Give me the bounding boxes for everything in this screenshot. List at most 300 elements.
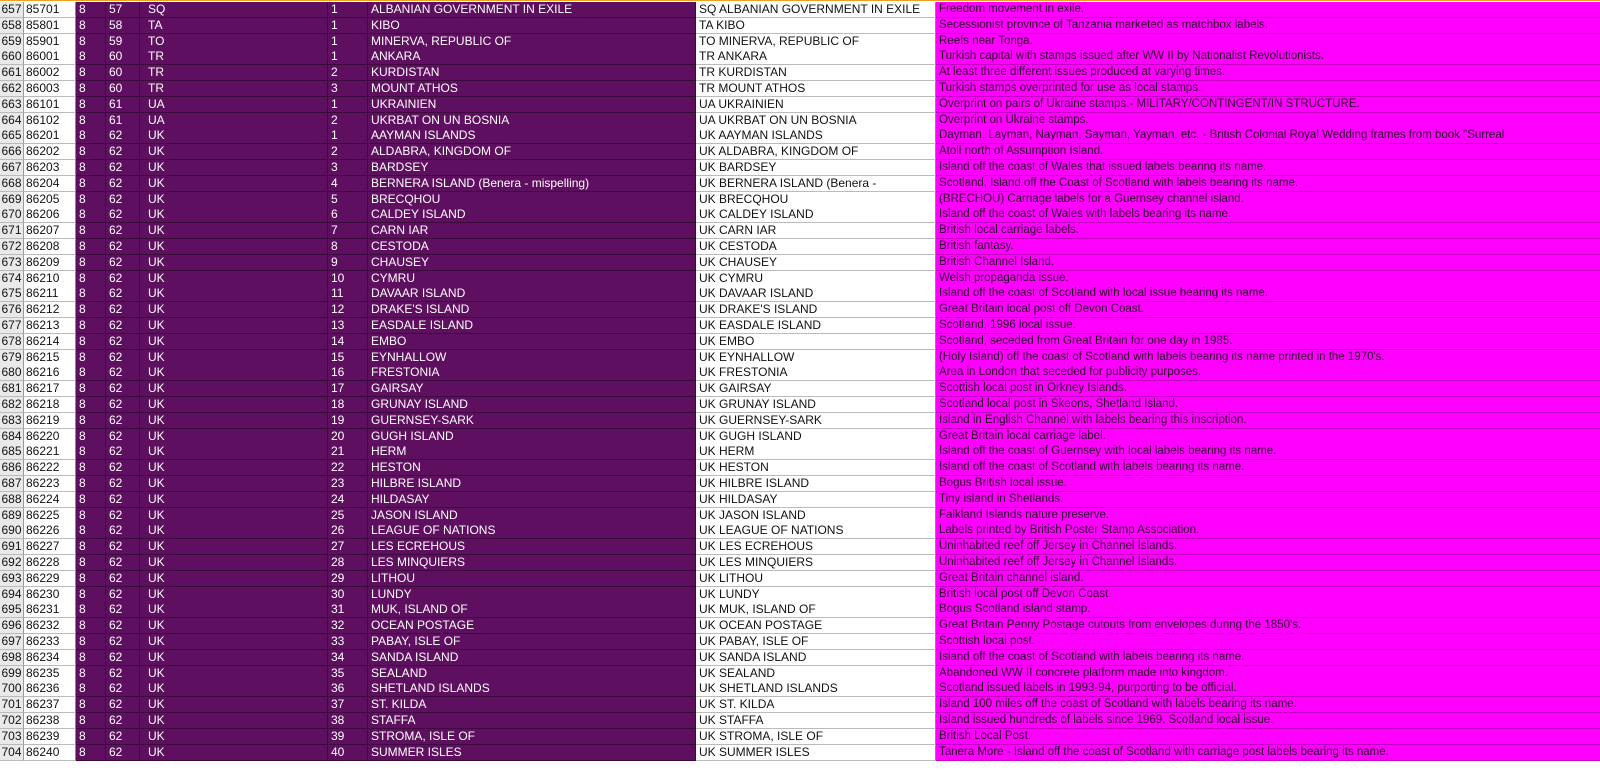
cell-group[interactable]: 8 [76,429,106,445]
cell-group[interactable]: 8 [76,18,106,34]
row-header[interactable]: 698 [0,650,24,666]
cell-description[interactable]: Island issued hundreds of labels since 1969. Scotland local issue. [936,713,1600,729]
cell-group[interactable]: 8 [76,81,106,97]
cell-subgroup[interactable]: 62 [106,255,140,271]
cell-name[interactable]: AAYMAN ISLANDS [368,128,696,144]
cell-subgroup[interactable]: 62 [106,634,140,650]
cell-name[interactable]: LEAGUE OF NATIONS [368,523,696,539]
cell-id[interactable]: 86240 [24,745,76,761]
cell-group[interactable]: 8 [76,745,106,761]
cell-group[interactable]: 8 [76,413,106,429]
cell-group[interactable]: 8 [76,334,106,350]
row-header[interactable]: 699 [0,666,24,682]
cell-code-name[interactable]: UK LUNDY [696,587,936,603]
cell-seq[interactable]: 12 [328,302,368,318]
cell-id[interactable]: 86210 [24,271,76,287]
cell-seq[interactable]: 2 [328,113,368,129]
cell-description[interactable]: Island off the coast of Scotland with labels bearing its name. [936,650,1600,666]
cell-code-name[interactable]: UK LITHOU [696,571,936,587]
cell-description[interactable]: Scottish local post. [936,634,1600,650]
cell-group[interactable]: 8 [76,650,106,666]
cell-description[interactable]: Uninhabited reef off Jersey in Channel Islands. [936,539,1600,555]
cell-id[interactable]: 86220 [24,429,76,445]
cell-group[interactable]: 8 [76,476,106,492]
cell-description[interactable]: Scotland, Island off the Coast of Scotland with labels bearing its name. [936,176,1600,192]
cell-description[interactable]: Island in English Channel with labels bearing this inscription. [936,413,1600,429]
row-header[interactable]: 692 [0,555,24,571]
cell-seq[interactable]: 4 [328,176,368,192]
cell-name[interactable]: SANDA ISLAND [368,650,696,666]
cell-subgroup[interactable]: 62 [106,429,140,445]
table-row[interactable] [0,128,1600,144]
table-row[interactable] [0,602,1600,618]
table-row[interactable] [0,350,1600,366]
cell-code[interactable]: UK [140,128,328,144]
row-header[interactable]: 685 [0,444,24,460]
cell-code[interactable]: UK [140,397,328,413]
row-header[interactable]: 684 [0,429,24,445]
cell-description[interactable]: Freedom movement in exile. [936,2,1600,18]
cell-description[interactable]: Turkish capital with stamps issued after WW II by Nationalist Revolutionists. [936,49,1600,65]
table-row[interactable] [0,650,1600,666]
cell-seq[interactable]: 1 [328,2,368,18]
cell-description[interactable]: Dayman, Layman, Nayman, Sayman, Yayman, etc. - British Colonial Royal Wedding frames from book "Surreal [936,128,1600,144]
cell-subgroup[interactable]: 62 [106,681,140,697]
table-row[interactable] [0,697,1600,713]
cell-description[interactable]: Secessionist province of Tanzania marketed as matchbox labels. [936,18,1600,34]
cell-code-name[interactable]: UK GRUNAY ISLAND [696,397,936,413]
cell-id[interactable]: 86001 [24,49,76,65]
cell-subgroup[interactable]: 62 [106,650,140,666]
table-row[interactable] [0,34,1600,50]
cell-description[interactable]: Area in London that seceded for publicity purposes. [936,365,1600,381]
cell-subgroup[interactable]: 62 [106,523,140,539]
cell-description[interactable]: Atoll north of Assumption Island. [936,144,1600,160]
cell-subgroup[interactable]: 62 [106,444,140,460]
cell-subgroup[interactable]: 62 [106,239,140,255]
cell-code-name[interactable]: TR ANKARA [696,49,936,65]
cell-seq[interactable]: 33 [328,634,368,650]
row-header[interactable]: 680 [0,365,24,381]
cell-group[interactable]: 8 [76,381,106,397]
cell-id[interactable]: 86211 [24,286,76,302]
cell-name[interactable]: GAIRSAY [368,381,696,397]
cell-name[interactable]: MUK, ISLAND OF [368,602,696,618]
cell-subgroup[interactable]: 58 [106,18,140,34]
cell-group[interactable]: 8 [76,144,106,160]
cell-seq[interactable]: 7 [328,223,368,239]
cell-id[interactable]: 86235 [24,666,76,682]
cell-name[interactable]: UKRAINIEN [368,97,696,113]
cell-id[interactable]: 86225 [24,508,76,524]
cell-group[interactable]: 8 [76,318,106,334]
cell-description[interactable]: Overprint on pairs of Ukraine stamps.- MILITARY/CONTINGENT/IN STRUCTURE. [936,97,1600,113]
table-row[interactable] [0,523,1600,539]
cell-id[interactable]: 86233 [24,634,76,650]
cell-group[interactable]: 8 [76,555,106,571]
cell-seq[interactable]: 16 [328,365,368,381]
cell-code-name[interactable]: TR MOUNT ATHOS [696,81,936,97]
cell-description[interactable]: Turkish stamps overprinted for use as local stamps. [936,81,1600,97]
table-row[interactable] [0,49,1600,65]
cell-seq[interactable]: 40 [328,745,368,761]
cell-group[interactable]: 8 [76,571,106,587]
cell-code[interactable]: UA [140,113,328,129]
cell-seq[interactable]: 21 [328,444,368,460]
cell-seq[interactable]: 26 [328,523,368,539]
cell-seq[interactable]: 36 [328,681,368,697]
cell-code-name[interactable]: UK GUERNSEY-SARK [696,413,936,429]
row-header[interactable]: 702 [0,713,24,729]
cell-description[interactable]: Island off the coast of Scotland with local issue bearing its name. [936,286,1600,302]
cell-code[interactable]: UK [140,176,328,192]
cell-code-name[interactable]: UK PABAY, ISLE OF [696,634,936,650]
row-header[interactable]: 662 [0,81,24,97]
table-row[interactable] [0,207,1600,223]
cell-seq[interactable]: 31 [328,602,368,618]
row-header[interactable]: 691 [0,539,24,555]
cell-seq[interactable]: 10 [328,271,368,287]
table-row[interactable] [0,271,1600,287]
cell-subgroup[interactable]: 62 [106,571,140,587]
cell-code[interactable]: UK [140,318,328,334]
cell-description[interactable]: Uninhabited reef off Jersey in Channel Islands. [936,555,1600,571]
cell-id[interactable]: 86214 [24,334,76,350]
cell-description[interactable]: (BRECHOU) Carriage labels for a Guernsey channel island. [936,192,1600,208]
cell-group[interactable]: 8 [76,634,106,650]
cell-id[interactable]: 86102 [24,113,76,129]
cell-code[interactable]: TA [140,18,328,34]
cell-seq[interactable]: 6 [328,207,368,223]
cell-name[interactable]: GUERNSEY-SARK [368,413,696,429]
row-header[interactable]: 686 [0,460,24,476]
cell-name[interactable]: SUMMER ISLES [368,745,696,761]
cell-code[interactable]: UK [140,697,328,713]
cell-code[interactable]: TR [140,81,328,97]
row-header[interactable]: 693 [0,571,24,587]
cell-code[interactable]: UK [140,745,328,761]
row-header[interactable]: 675 [0,286,24,302]
cell-description[interactable]: Great Britain Penny Postage cutouts from envelopes during the 1850's. [936,618,1600,634]
cell-id[interactable]: 86239 [24,729,76,745]
cell-code-name[interactable]: TA KIBO [696,18,936,34]
cell-group[interactable]: 8 [76,97,106,113]
cell-name[interactable]: MINERVA, REPUBLIC OF [368,34,696,50]
cell-id[interactable]: 86202 [24,144,76,160]
cell-subgroup[interactable]: 62 [106,381,140,397]
table-row[interactable] [0,729,1600,745]
row-header[interactable]: 704 [0,745,24,761]
cell-subgroup[interactable]: 62 [106,729,140,745]
cell-id[interactable]: 86216 [24,365,76,381]
cell-id[interactable]: 86101 [24,97,76,113]
cell-description[interactable]: Island off the coast of Wales with labels bearing its name. [936,207,1600,223]
cell-group[interactable]: 8 [76,2,106,18]
cell-code[interactable]: UK [140,508,328,524]
cell-id[interactable]: 86222 [24,460,76,476]
cell-subgroup[interactable]: 62 [106,350,140,366]
table-row[interactable] [0,286,1600,302]
cell-group[interactable]: 8 [76,113,106,129]
cell-code[interactable]: UK [140,571,328,587]
cell-description[interactable]: Abandoned WW II concrete platform made into kingdom. [936,666,1600,682]
row-header[interactable]: 673 [0,255,24,271]
cell-subgroup[interactable]: 60 [106,65,140,81]
cell-description[interactable]: Great Britain local post off Devon Coast. [936,302,1600,318]
cell-seq[interactable]: 1 [328,128,368,144]
cell-id[interactable]: 86229 [24,571,76,587]
cell-code[interactable]: UK [140,334,328,350]
cell-code[interactable]: UK [140,365,328,381]
table-row[interactable] [0,176,1600,192]
table-row[interactable] [0,144,1600,160]
cell-description[interactable]: British fantasy. [936,239,1600,255]
cell-code[interactable]: TO [140,34,328,50]
row-header[interactable]: 682 [0,397,24,413]
cell-description[interactable]: Scotland local post in Skeons, Shetland Island. [936,397,1600,413]
cell-code-name[interactable]: UK SEALAND [696,666,936,682]
table-row[interactable] [0,413,1600,429]
table-row[interactable] [0,555,1600,571]
cell-seq[interactable]: 2 [328,65,368,81]
cell-subgroup[interactable]: 62 [106,697,140,713]
cell-name[interactable]: STAFFA [368,713,696,729]
cell-code[interactable]: UK [140,634,328,650]
cell-code-name[interactable]: UK SANDA ISLAND [696,650,936,666]
cell-code-name[interactable]: UK FRESTONIA [696,365,936,381]
cell-description[interactable]: At least three different issues produced at varying times. [936,65,1600,81]
cell-group[interactable]: 8 [76,65,106,81]
table-row[interactable] [0,334,1600,350]
cell-code-name[interactable]: SQ ALBANIAN GOVERNMENT IN EXILE [696,2,936,18]
cell-subgroup[interactable]: 62 [106,365,140,381]
table-row[interactable] [0,618,1600,634]
cell-id[interactable]: 86230 [24,587,76,603]
row-header[interactable]: 697 [0,634,24,650]
cell-group[interactable]: 8 [76,602,106,618]
cell-description[interactable]: Island 100 miles off the coast of Scotland with labels bearing its name. [936,697,1600,713]
cell-group[interactable]: 8 [76,618,106,634]
cell-name[interactable]: GUGH ISLAND [368,429,696,445]
cell-subgroup[interactable]: 62 [106,176,140,192]
cell-seq[interactable]: 9 [328,255,368,271]
cell-seq[interactable]: 19 [328,413,368,429]
row-header[interactable]: 658 [0,18,24,34]
cell-description[interactable]: Scotland, 1996 local issue. [936,318,1600,334]
cell-code[interactable]: SQ [140,2,328,18]
row-header[interactable]: 690 [0,523,24,539]
cell-code[interactable]: UK [140,713,328,729]
cell-code[interactable]: UK [140,492,328,508]
table-row[interactable] [0,255,1600,271]
cell-code-name[interactable]: UK EASDALE ISLAND [696,318,936,334]
table-row[interactable] [0,192,1600,208]
cell-description[interactable]: British Channel Island. [936,255,1600,271]
cell-group[interactable]: 8 [76,286,106,302]
cell-id[interactable]: 86206 [24,207,76,223]
cell-id[interactable]: 86213 [24,318,76,334]
cell-code[interactable]: UK [140,192,328,208]
cell-id[interactable]: 86201 [24,128,76,144]
cell-group[interactable]: 8 [76,34,106,50]
table-row[interactable] [0,460,1600,476]
cell-subgroup[interactable]: 61 [106,113,140,129]
row-header[interactable]: 663 [0,97,24,113]
cell-name[interactable]: UKRBAT ON UN BOSNIA [368,113,696,129]
table-row[interactable] [0,223,1600,239]
cell-group[interactable]: 8 [76,302,106,318]
table-row[interactable] [0,160,1600,176]
cell-name[interactable]: LITHOU [368,571,696,587]
cell-code[interactable]: UK [140,444,328,460]
table-row[interactable] [0,539,1600,555]
cell-name[interactable]: PABAY, ISLE OF [368,634,696,650]
cell-id[interactable]: 86212 [24,302,76,318]
cell-group[interactable]: 8 [76,523,106,539]
cell-description[interactable]: Overprint on Ukraine stamps. [936,113,1600,129]
cell-subgroup[interactable]: 62 [106,302,140,318]
table-row[interactable] [0,476,1600,492]
cell-id[interactable]: 86236 [24,681,76,697]
cell-name[interactable]: KIBO [368,18,696,34]
row-header[interactable]: 676 [0,302,24,318]
cell-seq[interactable]: 28 [328,555,368,571]
table-row[interactable] [0,508,1600,524]
cell-group[interactable]: 8 [76,539,106,555]
cell-group[interactable]: 8 [76,729,106,745]
cell-code-name[interactable]: UK LEAGUE OF NATIONS [696,523,936,539]
cell-id[interactable]: 86231 [24,602,76,618]
row-header[interactable]: 694 [0,587,24,603]
cell-code-name[interactable]: UK BARDSEY [696,160,936,176]
cell-seq[interactable]: 3 [328,81,368,97]
cell-code-name[interactable]: TO MINERVA, REPUBLIC OF [696,34,936,50]
cell-subgroup[interactable]: 62 [106,460,140,476]
cell-id[interactable]: 86003 [24,81,76,97]
cell-id[interactable]: 86215 [24,350,76,366]
cell-code[interactable]: UK [140,602,328,618]
cell-code-name[interactable]: UK HERM [696,444,936,460]
row-header[interactable]: 703 [0,729,24,745]
cell-name[interactable]: KURDISTAN [368,65,696,81]
cell-seq[interactable]: 8 [328,239,368,255]
cell-name[interactable]: DAVAAR ISLAND [368,286,696,302]
cell-seq[interactable]: 32 [328,618,368,634]
cell-name[interactable]: JASON ISLAND [368,508,696,524]
row-header[interactable]: 677 [0,318,24,334]
cell-id[interactable]: 85901 [24,34,76,50]
cell-name[interactable]: HILBRE ISLAND [368,476,696,492]
cell-subgroup[interactable]: 62 [106,192,140,208]
table-row[interactable] [0,113,1600,129]
cell-seq[interactable]: 3 [328,160,368,176]
cell-code-name[interactable]: UK STAFFA [696,713,936,729]
cell-seq[interactable]: 14 [328,334,368,350]
table-row[interactable] [0,318,1600,334]
cell-code[interactable]: UK [140,539,328,555]
cell-name[interactable]: FRESTONIA [368,365,696,381]
cell-code[interactable]: UK [140,523,328,539]
cell-group[interactable]: 8 [76,713,106,729]
cell-subgroup[interactable]: 62 [106,539,140,555]
cell-id[interactable]: 86223 [24,476,76,492]
cell-name[interactable]: DRAKE'S ISLAND [368,302,696,318]
cell-seq[interactable]: 23 [328,476,368,492]
cell-group[interactable]: 8 [76,397,106,413]
table-row[interactable] [0,713,1600,729]
cell-description[interactable]: Island off the coast of Guernsey with local labels bearing its name. [936,444,1600,460]
cell-description[interactable]: Tanera More - Island off the coast of Scotland with carriage post labels bearing its name. [936,745,1600,761]
cell-code[interactable]: UK [140,729,328,745]
cell-name[interactable]: STROMA, ISLE OF [368,729,696,745]
cell-name[interactable]: HERM [368,444,696,460]
cell-code[interactable]: UK [140,381,328,397]
cell-description[interactable]: Falkland Islands nature preserve. [936,508,1600,524]
cell-group[interactable]: 8 [76,508,106,524]
row-header[interactable]: 669 [0,192,24,208]
cell-seq[interactable]: 1 [328,34,368,50]
cell-code-name[interactable]: UK ALDABRA, KINGDOM OF [696,144,936,160]
cell-id[interactable]: 86227 [24,539,76,555]
cell-id[interactable]: 86207 [24,223,76,239]
cell-description[interactable]: Island off the coast of Scotland with labels bearing its name. [936,460,1600,476]
cell-code[interactable]: TR [140,49,328,65]
cell-subgroup[interactable]: 62 [106,666,140,682]
cell-name[interactable]: LES MINQUIERS [368,555,696,571]
cell-code-name[interactable]: UK HESTON [696,460,936,476]
row-header[interactable]: 696 [0,618,24,634]
cell-subgroup[interactable]: 62 [106,508,140,524]
cell-name[interactable]: ANKARA [368,49,696,65]
cell-group[interactable]: 8 [76,492,106,508]
cell-code[interactable]: UK [140,666,328,682]
cell-code[interactable]: UK [140,239,328,255]
cell-code-name[interactable]: UK SHETLAND ISLANDS [696,681,936,697]
cell-name[interactable]: LES ECREHOUS [368,539,696,555]
cell-seq[interactable]: 17 [328,381,368,397]
cell-description[interactable]: (Holy Island) off the coast of Scotland with labels bearing its name printed in the 1970's. [936,350,1600,366]
cell-name[interactable]: CARN IAR [368,223,696,239]
cell-subgroup[interactable]: 62 [106,476,140,492]
cell-name[interactable]: ST. KILDA [368,697,696,713]
cell-subgroup[interactable]: 62 [106,334,140,350]
cell-seq[interactable]: 24 [328,492,368,508]
cell-code[interactable]: TR [140,65,328,81]
cell-subgroup[interactable]: 62 [106,713,140,729]
cell-code-name[interactable]: UK AAYMAN ISLANDS [696,128,936,144]
cell-code-name[interactable]: UA UKRBAT ON UN BOSNIA [696,113,936,129]
cell-seq[interactable]: 18 [328,397,368,413]
row-header[interactable]: 666 [0,144,24,160]
cell-code-name[interactable]: UK STROMA, ISLE OF [696,729,936,745]
cell-group[interactable]: 8 [76,239,106,255]
cell-subgroup[interactable]: 61 [106,97,140,113]
row-header[interactable]: 683 [0,413,24,429]
row-header[interactable]: 688 [0,492,24,508]
cell-seq[interactable]: 39 [328,729,368,745]
cell-group[interactable]: 8 [76,460,106,476]
cell-seq[interactable]: 35 [328,666,368,682]
cell-subgroup[interactable]: 57 [106,2,140,18]
cell-description[interactable]: Bogus Scotland island stamp. [936,602,1600,618]
cell-code-name[interactable]: UK DAVAAR ISLAND [696,286,936,302]
cell-name[interactable]: HESTON [368,460,696,476]
table-row[interactable] [0,429,1600,445]
cell-id[interactable]: 86219 [24,413,76,429]
cell-subgroup[interactable]: 60 [106,81,140,97]
cell-seq[interactable]: 20 [328,429,368,445]
cell-group[interactable]: 8 [76,49,106,65]
